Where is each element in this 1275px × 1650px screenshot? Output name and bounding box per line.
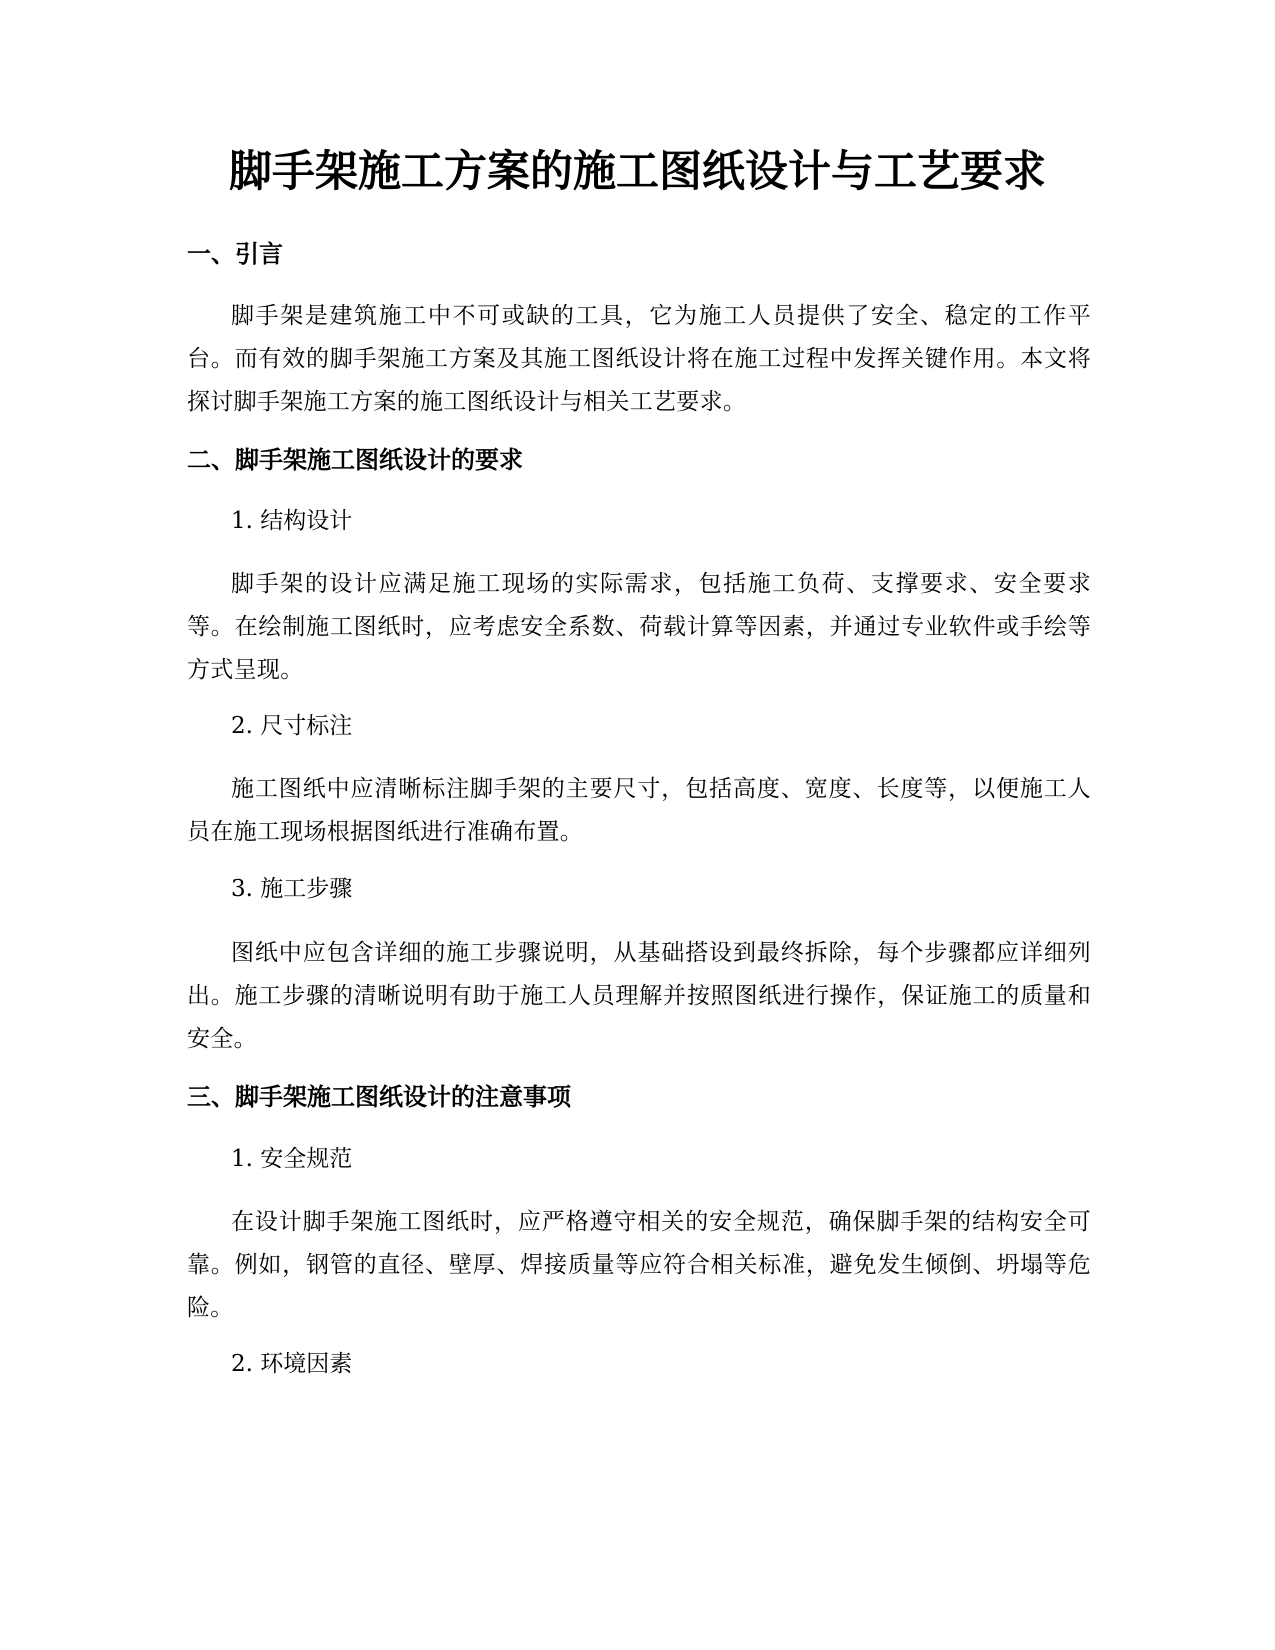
item-label-dimension-marking: 2. 尺寸标注 [231,713,353,739]
paragraph-safety-standards: 在设计脚手架施工图纸时，应严格遵守相关的安全规范，确保脚手架的结构安全可靠。例如，钢管的直径、壁厚、焊接质量等应符合相关标准，避免发生倾倒、坍塌等危险。 [187,1209,1091,1321]
document-title: 脚手架施工方案的施工图纸设计与工艺要求 [229,147,1046,197]
section-heading-precautions: 三、脚手架施工图纸设计的注意事项 [187,1083,571,1111]
item-label-safety-standards: 1. 安全规范 [231,1146,353,1172]
paragraph-construction-steps: 图纸中应包含详细的施工步骤说明，从基础搭设到最终拆除，每个步骤都应详细列出。施工步骤的清晰说明有助于施工人员理解并按照图纸进行操作，保证施工的质量和安全。 [187,940,1091,1052]
paragraph-structure-design: 脚手架的设计应满足施工现场的实际需求，包括施工负荷、支撑要求、安全要求等。在绘制施工图纸时，应考虑安全系数、荷载计算等因素，并通过专业软件或手绘等方式呈现。 [187,571,1091,683]
paragraph-dimension-marking: 施工图纸中应清晰标注脚手架的主要尺寸，包括高度、宽度、长度等，以便施工人员在施工现场根据图纸进行准确布置。 [187,776,1091,845]
section-heading-drawing-requirements: 二、脚手架施工图纸设计的要求 [187,446,523,474]
item-label-construction-steps: 3. 施工步骤 [231,876,353,902]
item-label-environmental-factors: 2. 环境因素 [231,1351,353,1377]
section-heading-introduction: 一、引言 [187,240,283,268]
item-label-structure-design: 1. 结构设计 [231,508,353,534]
paragraph-introduction: 脚手架是建筑施工中不可或缺的工具，它为施工人员提供了安全、稳定的工作平台。而有效的脚手架施工方案及其施工图纸设计将在施工过程中发挥关键作用。本文将探讨脚手架施工方案的施工图纸设计与相关工艺要求。 [187,303,1091,415]
